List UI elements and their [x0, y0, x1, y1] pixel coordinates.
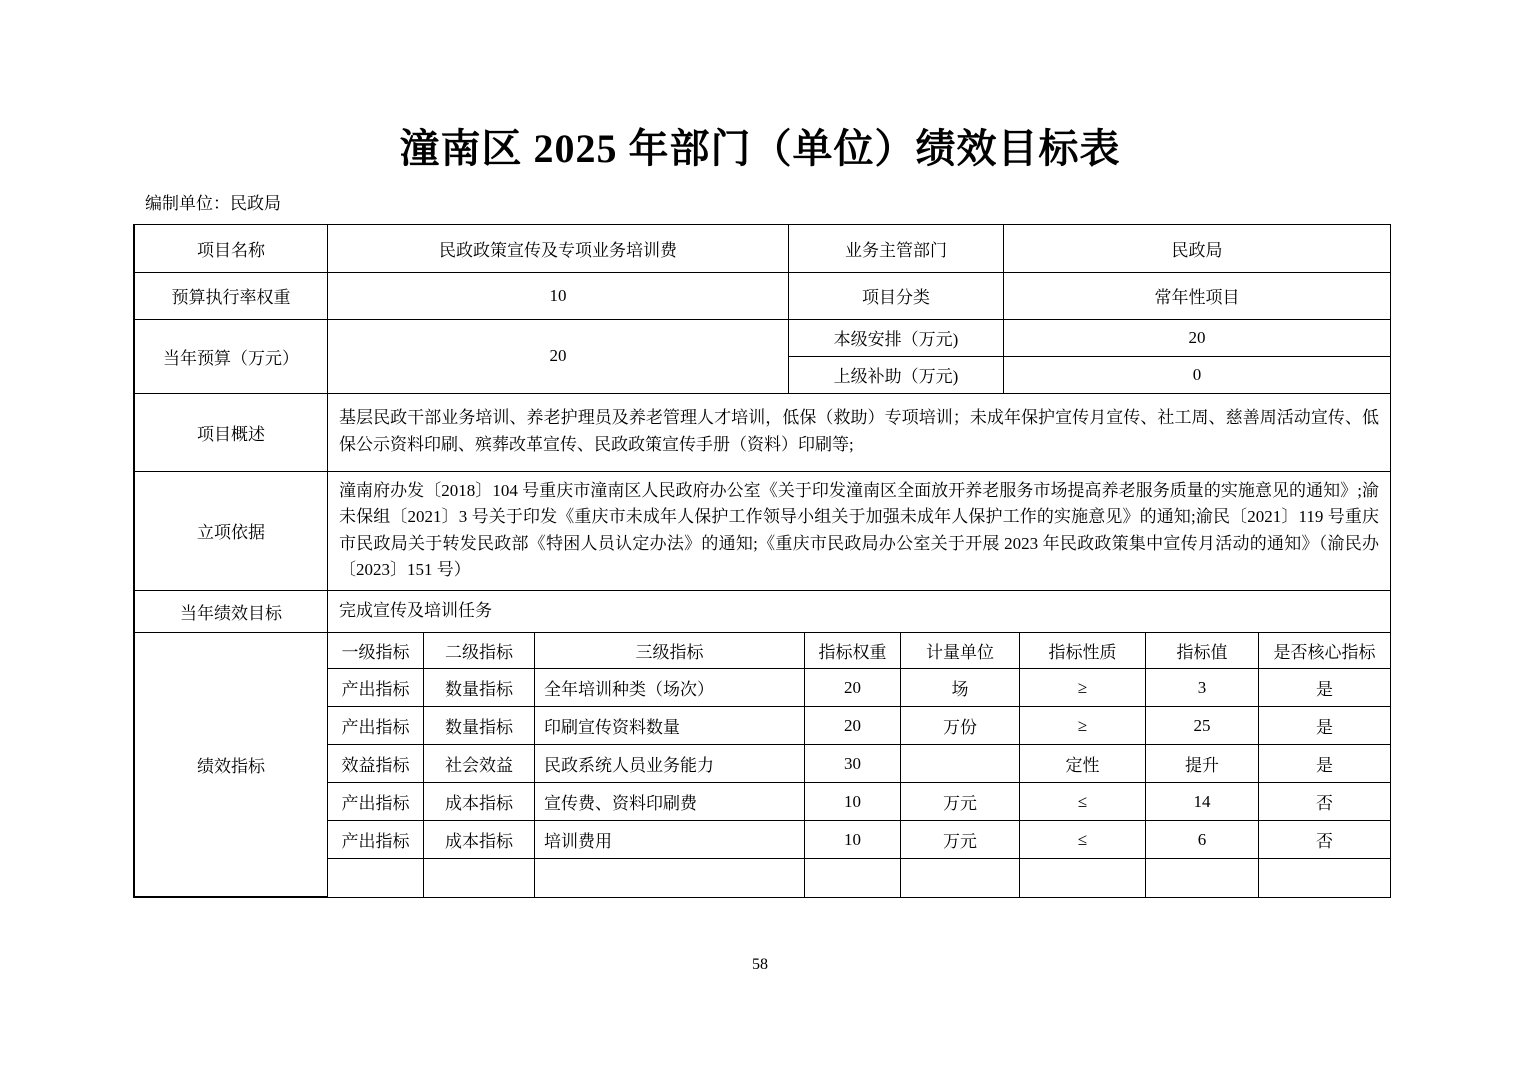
indicator-core: 是	[1259, 745, 1391, 783]
indicators-section-label: 绩效指标	[135, 633, 328, 897]
indicator-nature: 定性	[1020, 745, 1146, 783]
indicator-level3: 印刷宣传资料数量	[535, 707, 805, 745]
dept-value: 民政局	[1004, 225, 1391, 272]
local-arrangement-label: 本级安排（万元)	[789, 319, 1004, 356]
annual-goal-label: 当年绩效目标	[135, 590, 328, 632]
exec-rate-weight-label: 预算执行率权重	[135, 272, 328, 319]
annual-budget-label: 当年预算（万元）	[135, 319, 328, 393]
project-basis-text: 潼南府办发〔2018〕104 号重庆市潼南区人民政府办公室《关于印发潼南区全面放开养老服务市场提高养老服务质量的实施意见的通知》;渝未保组〔2021〕3 号关于印发《重庆市未成年人保护工作领导小组关于加强未成年人保护工作的实施意见》的通知;渝民〔2021〕119 号重庆市民政局关于转发民政部《特困人员认定办法》的通知;《重庆市民政局办公室关于开展 2023 年民政政策集中宣传月活动的通知》（渝民办〔2023〕151 号）	[328, 471, 1391, 590]
table-row	[135, 225, 1391, 272]
indicator-level1: 效益指标	[328, 745, 424, 783]
superior-subsidy-label: 上级补助（万元)	[789, 356, 1004, 393]
local-arrangement-value: 20	[1004, 319, 1391, 356]
indicator-level3	[535, 859, 805, 897]
annual-budget-value: 20	[328, 319, 789, 393]
indicator-unit: 场	[901, 669, 1020, 707]
indicator-level1: 产出指标	[328, 707, 424, 745]
indicator-level2: 数量指标	[424, 669, 535, 707]
indicator-weight: 20	[805, 669, 901, 707]
indicators-table	[134, 633, 1391, 898]
indicator-level2	[424, 859, 535, 897]
indicator-unit: 万份	[901, 707, 1020, 745]
indicator-level3: 全年培训种类（场次）	[535, 669, 805, 707]
superior-subsidy-value: 0	[1004, 356, 1391, 393]
header-level1: 一级指标	[328, 633, 424, 669]
header-core: 是否核心指标	[1259, 633, 1391, 669]
indicator-core	[1259, 859, 1391, 897]
indicator-level1: 产出指标	[328, 783, 424, 821]
header-value: 指标值	[1146, 633, 1259, 669]
indicator-value: 提升	[1146, 745, 1259, 783]
header-unit: 计量单位	[901, 633, 1020, 669]
project-category-value: 常年性项目	[1004, 272, 1391, 319]
indicator-level1: 产出指标	[328, 821, 424, 859]
indicator-nature: ≤	[1020, 821, 1146, 859]
project-category-label: 项目分类	[789, 272, 1004, 319]
indicator-level1	[328, 859, 424, 897]
project-name-label: 项目名称	[135, 225, 328, 272]
project-overview-label: 项目概述	[135, 393, 328, 471]
indicator-unit	[901, 859, 1020, 897]
indicator-level2: 数量指标	[424, 707, 535, 745]
table-row	[135, 471, 1391, 590]
indicator-nature: ≤	[1020, 783, 1146, 821]
header-level2: 二级指标	[424, 633, 535, 669]
indicator-level2: 成本指标	[424, 821, 535, 859]
project-overview-text: 基层民政干部业务培训、养老护理员及养老管理人才培训，低保（救助）专项培训；未成年保护宣传月宣传、社工周、慈善周活动宣传、低保公示资料印刷、殡葬改革宣传、民政政策宣传手册（资料）印刷等;	[328, 393, 1391, 471]
indicator-unit: 万元	[901, 821, 1020, 859]
exec-rate-weight-value: 10	[328, 272, 789, 319]
indicator-unit	[901, 745, 1020, 783]
header-level3: 三级指标	[535, 633, 805, 669]
table-row	[135, 319, 1391, 356]
indicator-nature: ≥	[1020, 707, 1146, 745]
indicator-level2: 成本指标	[424, 783, 535, 821]
dept-label: 业务主管部门	[789, 225, 1004, 272]
indicator-core: 否	[1259, 821, 1391, 859]
indicator-weight: 30	[805, 745, 901, 783]
table-row	[135, 272, 1391, 319]
indicator-value	[1146, 859, 1259, 897]
indicator-level3: 培训费用	[535, 821, 805, 859]
indicator-level2: 社会效益	[424, 745, 535, 783]
indicator-weight: 20	[805, 707, 901, 745]
indicator-value: 6	[1146, 821, 1259, 859]
indicator-level3: 宣传费、资料印刷费	[535, 783, 805, 821]
project-name-value: 民政政策宣传及专项业务培训费	[328, 225, 789, 272]
indicator-nature	[1020, 859, 1146, 897]
table-row	[135, 590, 1391, 632]
indicator-value: 3	[1146, 669, 1259, 707]
header-nature: 指标性质	[1020, 633, 1146, 669]
indicator-weight: 10	[805, 821, 901, 859]
prepared-by-line: 编制单位：民政局	[145, 194, 281, 213]
page-number: 58	[752, 956, 768, 973]
summary-table	[134, 225, 1391, 633]
indicator-weight	[805, 859, 901, 897]
project-basis-label: 立项依据	[135, 471, 328, 590]
indicator-level3: 民政系统人员业务能力	[535, 745, 805, 783]
performance-target-table	[133, 224, 1391, 898]
indicators-header-row	[135, 633, 1391, 669]
indicator-value: 25	[1146, 707, 1259, 745]
indicator-value: 14	[1146, 783, 1259, 821]
indicator-core: 是	[1259, 669, 1391, 707]
annual-goal-text: 完成宣传及培训任务	[328, 590, 1391, 632]
table-row	[135, 393, 1391, 471]
indicator-core: 否	[1259, 783, 1391, 821]
indicator-core: 是	[1259, 707, 1391, 745]
page-title: 潼南区 2025 年部门（单位）绩效目标表	[399, 126, 1121, 171]
indicator-nature: ≥	[1020, 669, 1146, 707]
indicator-level1: 产出指标	[328, 669, 424, 707]
indicator-weight: 10	[805, 783, 901, 821]
indicator-unit: 万元	[901, 783, 1020, 821]
header-weight: 指标权重	[805, 633, 901, 669]
